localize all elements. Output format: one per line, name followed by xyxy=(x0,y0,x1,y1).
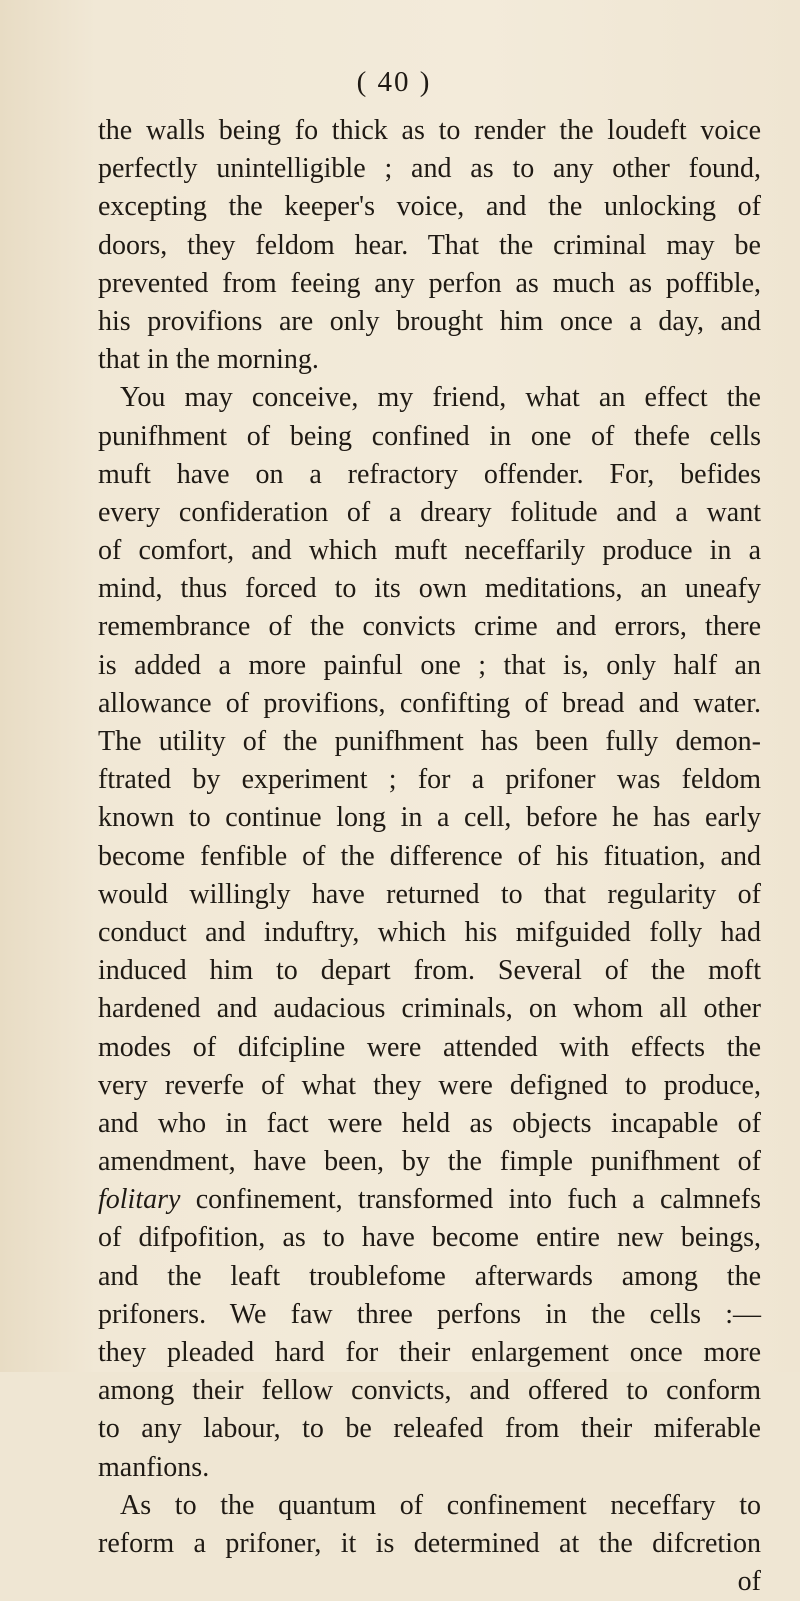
text-line: would willingly have returned to that regularity of xyxy=(98,878,761,910)
text-line: become fenfible of the difference of his fituation, and xyxy=(98,840,761,872)
text-line: reform a prifoner, it is determined at the difcretion xyxy=(98,1527,761,1559)
text-line: and who in fact were held as objects incapable of xyxy=(98,1107,761,1139)
text-line: allowance of provifions, confifting of bread and water. xyxy=(98,687,761,719)
text-line: prevented from feeing any perfon as much as poffible, xyxy=(98,267,761,299)
text-line: excepting the keeper's voice, and the unlocking of xyxy=(98,191,761,223)
text-line: prifoners. We faw three perfons in the cells :— xyxy=(98,1298,761,1330)
text-line: modes of difcipline were attended with effects the xyxy=(98,1031,761,1063)
text-line: mind, thus forced to its own meditations, an uneafy xyxy=(98,573,761,605)
text-line: ftrated by experiment ; for a prifoner was feldom xyxy=(98,764,761,796)
text-line: muft have on a refractory offender. For, befides xyxy=(98,458,761,490)
text-line: amendment, have been, by the fimple punifhment of xyxy=(98,1146,761,1178)
text-line: perfectly unintelligible ; and as to any other found, xyxy=(98,153,761,185)
text-line: induced him to depart from. Several of the moft xyxy=(98,955,761,987)
catchword: of xyxy=(737,1566,761,1598)
text-line: of difpofition, as to have become entire new beings, xyxy=(98,1222,761,1254)
text-line-with-italic xyxy=(98,1181,761,1219)
text-line: conduct and induftry, which his mifguided folly had xyxy=(98,916,761,948)
text-line: doors, they feldom hear. That the criminal may be xyxy=(98,229,761,261)
text-line: You may conceive, my friend, what an effect the xyxy=(120,382,761,414)
text-line: to any labour, to be releafed from their miferable xyxy=(98,1413,761,1445)
body-text xyxy=(98,112,761,1601)
text-line: The utility of the punifhment has been fully demon- xyxy=(98,726,761,757)
text-line: every confideration of a dreary folitude and a want xyxy=(98,496,761,528)
page-number: ( 40 ) xyxy=(356,66,432,98)
text-line: of comfort, and which muft neceffarily produce in a xyxy=(98,535,761,567)
text-line: manfions. xyxy=(98,1451,210,1483)
text-line: punifhment of being confined in one of thefe cells xyxy=(98,420,761,452)
text-line: they pleaded hard for their enlargement once more xyxy=(98,1337,761,1368)
text-line: As to the quantum of confinement neceffary to xyxy=(120,1489,761,1521)
text-line-rest: confinement, transformed into fuch a calmnefs xyxy=(195,1184,762,1216)
text-line: his provifions are only brought him once a day, and xyxy=(98,305,761,337)
italic-word: folitary xyxy=(98,1184,181,1216)
text-line: known to continue long in a cell, before he has early xyxy=(98,802,761,834)
text-line: and the leaft troublefome afterwards among the xyxy=(98,1260,761,1292)
text-line: very reverfe of what they were defigned to produce, xyxy=(98,1069,761,1101)
text-line: among their fellow convicts, and offered to conform xyxy=(98,1375,761,1407)
text-line: the walls being fo thick as to render the loudeft voice xyxy=(98,115,761,146)
text-line: is added a more painful one ; that is, only half an xyxy=(98,649,761,681)
text-line: remembrance of the convicts crime and errors, there xyxy=(98,611,761,643)
text-line: hardened and audacious criminals, on whom all other xyxy=(98,993,761,1025)
text-line: that in the morning. xyxy=(98,344,319,376)
